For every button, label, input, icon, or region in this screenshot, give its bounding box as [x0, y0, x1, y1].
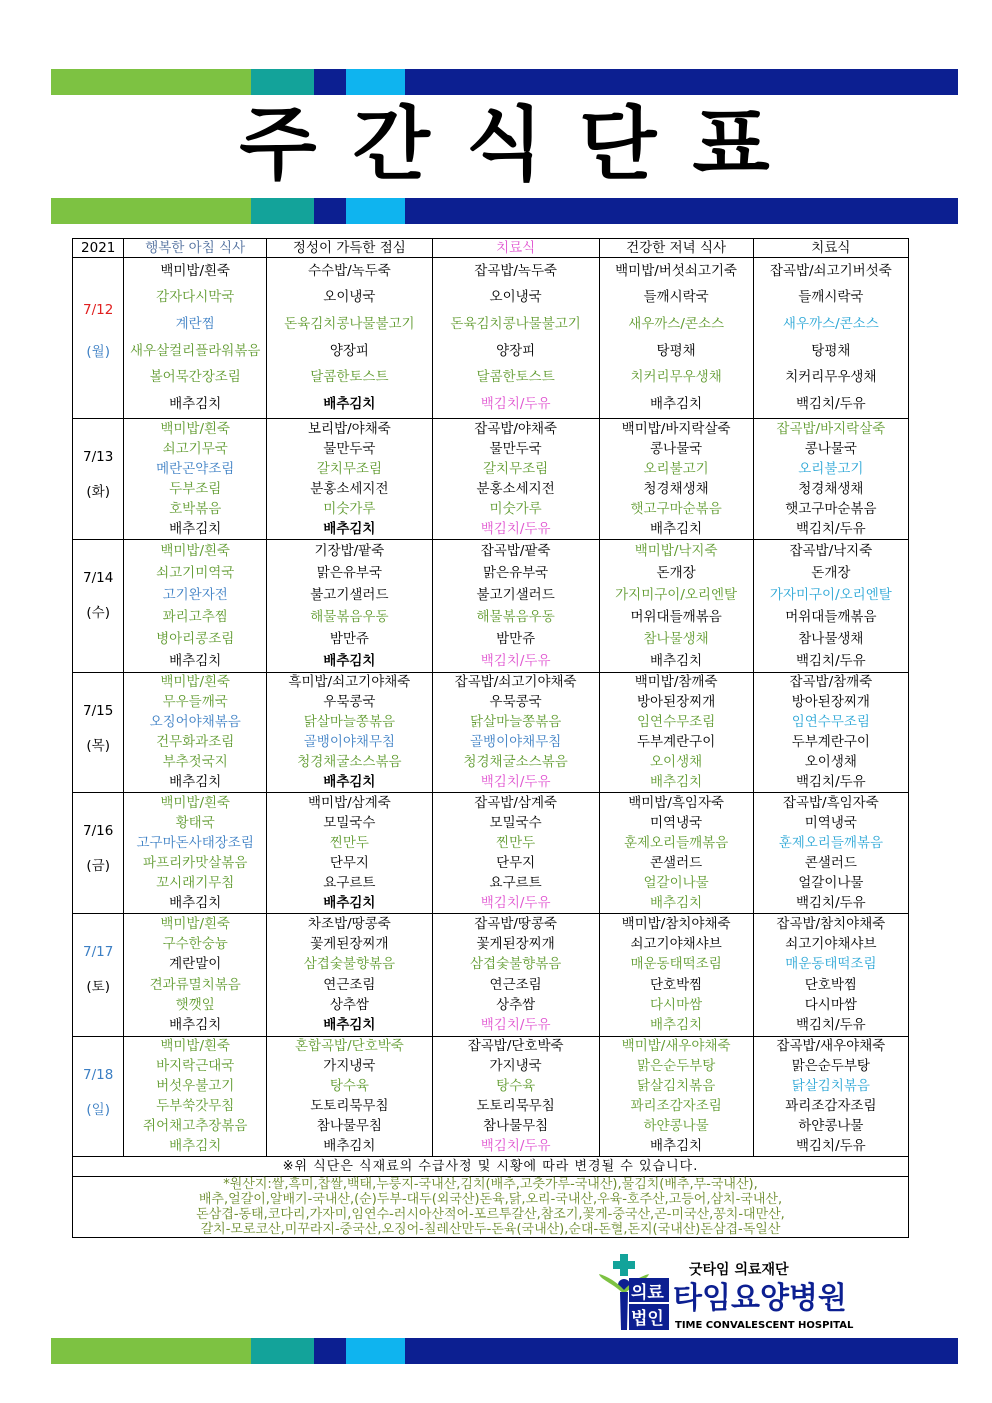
menu-item: 찐만두	[329, 834, 369, 851]
menu-item: 백미밥/참깨죽	[634, 674, 718, 691]
menu-item: 해물볶음우동	[310, 608, 389, 625]
menu-item: 단무지	[496, 854, 536, 871]
menu-item: 탕수육	[496, 1078, 536, 1095]
menu-item: 들깨시락국	[643, 289, 709, 306]
menu-item: 콘샐러드	[650, 854, 703, 871]
menu-item: 백김치/두유	[795, 1017, 866, 1034]
menu-item: 잡곡밥/쇠고기버섯죽	[769, 262, 892, 279]
menu-item: 백김치/두유	[480, 396, 551, 413]
day-weekday: (일)	[86, 1102, 110, 1118]
day-date: 7/17	[83, 944, 114, 960]
menu-item: 배추김치	[169, 1137, 222, 1154]
menu-item: 배추김치	[169, 652, 222, 669]
menu-item: 매운동태떡조림	[630, 956, 722, 973]
meal-cell	[599, 540, 753, 673]
menu-item: 요구르트	[489, 874, 542, 891]
menu-item: 연근조림	[323, 976, 376, 993]
menu-item: 구수한숭늉	[162, 935, 228, 952]
menu-item: 머위대들깨볶음	[785, 608, 877, 625]
meal-cell	[599, 419, 753, 540]
menu-item: 병아리콩조림	[156, 630, 235, 647]
logo-hospital-name: 타임요양병원	[673, 1281, 847, 1316]
menu-item: 미역냉국	[650, 814, 703, 831]
menu-item: 참나물무침	[316, 1117, 382, 1134]
notice-text: ※위 식단은 식재료의 수급사정 및 시황에 따라 변경될 수 있습니다.	[73, 1157, 909, 1177]
menu-item: 견과류멸치볶음	[149, 976, 241, 993]
menu-item: 치커리무우생채	[630, 369, 722, 386]
menu-item: 닭살마늘쫑볶음	[469, 714, 562, 731]
meal-cell	[267, 258, 433, 419]
menu-item: 감자다시막국	[156, 289, 235, 306]
menu-item: 들깨시락국	[798, 289, 864, 306]
menu-item: 미역냉국	[804, 814, 857, 831]
col-header-dinner: 건강한 저녁 식사	[599, 239, 753, 258]
menu-item: 청경채굴소스볶음	[297, 753, 402, 770]
menu-item: 하얀콩나물	[643, 1117, 709, 1134]
menu-item: 햇고구마순볶음	[630, 500, 722, 517]
menu-item: 하얀콩나물	[798, 1117, 864, 1134]
meal-cell	[753, 914, 908, 1037]
origin-line: *원산지:쌀,흑미,찹쌀,백태,누룽지-국내산,김치(배추,고춧가루-국내산),물김치(배추,무-국내산),	[223, 1177, 758, 1192]
day-row	[73, 258, 909, 419]
menu-item: 물만두국	[489, 440, 542, 457]
menu-item: 오이냉국	[323, 289, 376, 306]
menu-item: 오징어야채볶음	[149, 714, 241, 731]
menu-item: 가지냉국	[489, 1058, 542, 1075]
day-weekday: (토)	[86, 979, 110, 995]
menu-item: 새우살컬리플라워볶음	[130, 342, 261, 359]
menu-item: 백미밥/바지락살죽	[621, 420, 731, 437]
menu-item: 머위대들깨볶음	[630, 608, 722, 625]
menu-item: 백김치/두유	[480, 652, 551, 669]
menu-item: 배추김치	[650, 520, 703, 537]
menu-item: 배추김치	[650, 773, 703, 790]
menu-item: 도토리묵무침	[476, 1097, 555, 1114]
menu-item: 기장밥/팥죽	[314, 542, 385, 559]
meal-cell	[753, 419, 908, 540]
menu-item: 매운동태떡조림	[785, 956, 877, 973]
day-cell	[73, 419, 124, 540]
menu-item: 콩나물국	[804, 440, 857, 457]
day-row	[73, 793, 909, 914]
menu-item: 참나물무침	[483, 1117, 549, 1134]
menu-item: 골뱅이야채무침	[303, 733, 396, 750]
menu-item: 배추김치	[169, 520, 222, 537]
menu-item: 두부계란구이	[636, 733, 716, 750]
menu-item: 고구마돈사태장조림	[136, 834, 254, 851]
menu-item: 오이생채	[650, 753, 703, 770]
menu-item: 쥐어채고추장볶음	[143, 1117, 248, 1134]
menu-item: 잡곡밥/녹두죽	[474, 262, 558, 279]
menu-item: 백미밥/흰죽	[160, 420, 231, 437]
origin-row	[73, 1177, 909, 1238]
menu-item: 불고기샐러드	[476, 586, 555, 603]
menu-item: 양장피	[329, 342, 369, 359]
day-cell	[73, 1037, 124, 1157]
logo-category-top: 의료	[631, 1283, 664, 1303]
menu-item: 두부계란구이	[791, 733, 870, 750]
hospital-logo	[597, 1252, 937, 1332]
menu-item: 메란곤약조림	[156, 460, 235, 477]
menu-item: 돈개장	[656, 564, 696, 581]
meal-cell	[267, 419, 433, 540]
day-date: 7/15	[83, 703, 114, 719]
menu-item: 백미밥/새우야채죽	[621, 1038, 731, 1055]
menu-item: 닭살마늘쫑볶음	[303, 714, 396, 731]
menu-item: 달콤한토스트	[310, 369, 389, 386]
menu-item: 잡곡밥/야채죽	[474, 420, 558, 437]
menu-item: 탕평채	[656, 342, 696, 359]
menu-item: 백김치/두유	[480, 894, 551, 911]
meal-cell	[599, 793, 753, 914]
menu-item: 배추김치	[169, 894, 222, 911]
day-cell	[73, 540, 124, 673]
menu-item: 잡곡밥/팥죽	[480, 542, 551, 559]
menu-item: 백미밥/흑임자죽	[628, 794, 725, 811]
day-row	[73, 673, 909, 793]
day-row	[73, 540, 909, 673]
menu-item: 쇠고기야채샤브	[630, 935, 722, 952]
meal-cell	[267, 540, 433, 673]
menu-item: 백미밥/흰죽	[160, 794, 231, 811]
menu-item: 돈육김치콩나물불고기	[450, 316, 581, 333]
menu-item: 오리불고기	[643, 460, 709, 477]
meal-cell	[124, 419, 267, 540]
menu-item: 해물볶음우동	[476, 608, 555, 625]
menu-item: 참나물생채	[798, 630, 864, 647]
menu-item: 모밀국수	[489, 814, 542, 831]
menu-item: 얼갈이나물	[643, 874, 709, 891]
menu-item: 보리밥/야채죽	[307, 420, 391, 437]
menu-item: 청경채굴소스볶음	[463, 753, 568, 770]
menu-item: 닭살김치볶음	[791, 1078, 870, 1095]
menu-item: 훈제오리들깨볶음	[623, 834, 729, 851]
menu-item: 백김치/두유	[795, 520, 866, 537]
menu-item: 밤만쥬	[496, 630, 536, 647]
menu-item: 삼겹숯불향볶음	[469, 956, 562, 973]
logo-category-bottom: 법인	[631, 1309, 664, 1329]
menu-item: 배추김치	[323, 652, 376, 669]
menu-item: 백미밥/낙지죽	[634, 542, 718, 559]
menu-item: 분홍소세지전	[310, 480, 389, 497]
menu-item: 미숫가루	[489, 500, 542, 517]
day-weekday: (화)	[86, 484, 110, 500]
menu-item: 달콤한토스트	[476, 369, 555, 386]
menu-item: 백김치/두유	[480, 520, 551, 537]
menu-item: 방아된장찌개	[791, 694, 870, 711]
day-cell	[73, 673, 124, 793]
day-row	[73, 419, 909, 540]
menu-item: 가자미구이/오리엔탈	[769, 586, 892, 603]
menu-item: 배추김치	[650, 894, 703, 911]
menu-item: 두부쑥갓무침	[156, 1097, 235, 1114]
menu-item: 잡곡밥/쇠고기야채죽	[454, 674, 577, 691]
menu-item: 치커리무우생채	[785, 369, 877, 386]
meal-cell	[432, 419, 599, 540]
menu-item: 두부조림	[169, 480, 222, 497]
menu-item: 오리불고기	[798, 460, 864, 477]
meal-cell	[267, 673, 433, 793]
menu-item: 물만두국	[323, 440, 376, 457]
col-header-breakfast: 행복한 아침 식사	[124, 239, 267, 258]
day-row	[73, 914, 909, 1037]
day-weekday: (금)	[86, 858, 110, 874]
menu-item: 꽈리고추찜	[162, 608, 228, 625]
menu-item: 다시마쌈	[804, 996, 857, 1013]
menu-item: 콘샐러드	[804, 854, 857, 871]
meal-cell	[432, 914, 599, 1037]
menu-item: 쇠고기야채샤브	[785, 935, 877, 952]
col-header-lunch: 정성이 가득한 점심	[267, 239, 433, 258]
menu-item: 갈치무조림	[316, 460, 382, 477]
menu-item: 훈제오리들깨볶음	[778, 834, 884, 851]
menu-item: 백미밥/흰죽	[160, 1038, 231, 1055]
meal-cell	[599, 673, 753, 793]
menu-item: 우묵콩국	[323, 694, 376, 711]
day-row	[73, 1037, 909, 1157]
menu-item: 잡곡밥/흑임자죽	[782, 794, 879, 811]
col-header-lunch-therapy: 치료식	[432, 239, 599, 258]
menu-item: 배추김치	[323, 520, 376, 537]
menu-item: 골뱅이야채무침	[469, 733, 562, 750]
menu-item: 청경채생채	[798, 480, 864, 497]
menu-item: 잡곡밥/삼계죽	[474, 794, 558, 811]
menu-item: 양장피	[496, 342, 536, 359]
menu-item: 백김치/두유	[480, 773, 551, 790]
menu-item: 햇깻잎	[175, 996, 215, 1013]
menu-item: 백김치/두유	[795, 894, 866, 911]
menu-item: 참나물생채	[643, 630, 709, 647]
menu-item: 쇠고기무국	[162, 440, 228, 457]
menu-item: 새우까스/콘소스	[782, 316, 879, 333]
menu-item: 백김치/두유	[795, 396, 866, 413]
menu-item: 배추김치	[323, 773, 376, 790]
menu-item: 잡곡밥/참깨죽	[789, 674, 873, 691]
menu-item: 임연수무조림	[636, 714, 716, 731]
menu-item: 삼겹숯불향볶음	[303, 956, 396, 973]
menu-item: 흑미밥/쇠고기야채죽	[288, 674, 411, 691]
menu-item: 백미밥/버섯쇠고기죽	[615, 262, 738, 279]
menu-item: 맑은순두부탕	[791, 1058, 870, 1075]
weekly-menu-table	[72, 238, 909, 1238]
day-date: 7/18	[83, 1067, 114, 1083]
menu-item: 콩나물국	[650, 440, 703, 457]
origin-line: 돈삼겹-동태,코다리,가자미,임연수-러시아산적어-포르투갈산,참조기,꽃게-중국산,곤-미국산,꽁치-대만산,	[196, 1207, 785, 1222]
meal-cell	[124, 793, 267, 914]
menu-item: 상추쌈	[496, 996, 536, 1013]
menu-item: 꽈리조감자조림	[785, 1097, 877, 1114]
menu-item: 백미밥/흰죽	[160, 915, 231, 932]
menu-item: 바지락근대국	[156, 1058, 235, 1075]
day-cell	[73, 258, 124, 419]
menu-item: 백미밥/흰죽	[160, 542, 231, 559]
menu-item: 탕수육	[329, 1078, 369, 1095]
bottom-color-bar	[51, 1338, 958, 1364]
menu-item: 갈치무조림	[483, 460, 549, 477]
menu-item: 맑은순두부탕	[636, 1058, 716, 1075]
menu-item: 찐만두	[496, 834, 536, 851]
menu-item: 배추김치	[323, 396, 376, 413]
meal-cell	[753, 673, 908, 793]
menu-item: 쇠고기미역국	[156, 564, 235, 581]
menu-item: 황태국	[175, 814, 215, 831]
menu-item: 배추김치	[650, 1137, 703, 1154]
menu-item: 밤만쥬	[329, 630, 369, 647]
menu-item: 백김치/두유	[795, 1137, 866, 1154]
menu-item: 우묵콩국	[489, 694, 542, 711]
meal-cell	[267, 914, 433, 1037]
menu-item: 잡곡밥/참치야채죽	[776, 915, 886, 932]
menu-item: 탕평채	[811, 342, 851, 359]
menu-item: 맑은유부국	[316, 564, 382, 581]
meal-cell	[753, 1037, 908, 1157]
title-underline-bar	[51, 198, 958, 224]
menu-item: 꽃게된장찌개	[476, 935, 555, 952]
meal-cell	[599, 258, 753, 419]
menu-item: 부추젓국지	[162, 753, 228, 770]
day-cell	[73, 914, 124, 1037]
top-color-bar	[51, 69, 958, 95]
meal-cell	[599, 1037, 753, 1157]
menu-item: 배추김치	[169, 773, 222, 790]
day-date: 7/16	[83, 823, 114, 839]
menu-item: 백미밥/삼계죽	[307, 794, 391, 811]
day-date: 7/13	[83, 449, 114, 465]
menu-item: 배추김치	[323, 894, 376, 911]
menu-item: 백김치/두유	[795, 773, 866, 790]
logo-english-name: TIME CONVALESCENT HOSPITAL	[675, 1320, 854, 1331]
page-title: 주간식단표	[239, 98, 806, 191]
meal-cell	[124, 540, 267, 673]
meal-cell	[432, 540, 599, 673]
meal-cell	[599, 914, 753, 1037]
day-weekday: (월)	[86, 344, 110, 360]
menu-item: 계란말이	[169, 956, 222, 973]
menu-item: 계란찜	[175, 316, 215, 333]
menu-item: 분홍소세지전	[476, 480, 555, 497]
menu-item: 오이냉국	[489, 289, 542, 306]
logo-foundation: 굿타임 의료재단	[689, 1262, 789, 1278]
menu-item: 오이생채	[804, 753, 857, 770]
day-cell	[73, 793, 124, 914]
menu-item: 고기완자전	[162, 586, 228, 603]
meal-cell	[753, 793, 908, 914]
menu-item: 도토리묵무침	[310, 1097, 389, 1114]
meal-cell	[124, 1037, 267, 1157]
meal-cell	[753, 540, 908, 673]
menu-item: 수수밥/녹두죽	[307, 262, 391, 279]
menu-item: 돈개장	[811, 564, 851, 581]
meal-cell	[124, 258, 267, 419]
day-weekday: (목)	[86, 738, 110, 754]
menu-item: 백미밥/흰죽	[160, 262, 231, 279]
notice-row	[73, 1157, 909, 1177]
menu-item: 잡곡밥/낙지죽	[789, 542, 873, 559]
menu-item: 닭살김치볶음	[636, 1078, 716, 1095]
meal-cell	[124, 914, 267, 1037]
menu-item: 꼬시래기무침	[156, 874, 235, 891]
menu-item: 백김치/두유	[480, 1017, 551, 1034]
meal-cell	[753, 258, 908, 419]
menu-item: 연근조림	[489, 976, 542, 993]
menu-item: 꽈리조감자조림	[630, 1097, 722, 1114]
menu-item: 잡곡밥/땅콩죽	[474, 915, 558, 932]
menu-item: 상추쌈	[329, 996, 369, 1013]
menu-item: 새우까스/콘소스	[628, 316, 725, 333]
menu-item: 맑은유부국	[483, 564, 549, 581]
origin-line: 갈치-모로코산,미꾸라지-중국산,오징어-칠레산만두-돈육(국내산),순대-돈혈,돈지(국내산)돈삼겹-독일산	[200, 1222, 781, 1237]
meal-cell	[267, 1037, 433, 1157]
year-header: 2021	[73, 239, 124, 258]
menu-item: 백김치/두유	[480, 1137, 551, 1154]
menu-item: 배추김치	[169, 1017, 222, 1034]
menu-item: 잡곡밥/새우야채죽	[776, 1038, 886, 1055]
menu-item: 요구르트	[323, 874, 376, 891]
menu-item: 잡곡밥/바지락살죽	[776, 420, 886, 437]
menu-item: 청경채생채	[643, 480, 709, 497]
meal-cell	[432, 673, 599, 793]
menu-item: 무우들깨국	[162, 694, 228, 711]
menu-item: 얼갈이나물	[798, 874, 864, 891]
menu-item: 건무화과조림	[156, 733, 235, 750]
origin-info	[73, 1177, 909, 1238]
menu-item: 호박볶음	[169, 500, 222, 517]
menu-item: 혼합곡밥/단호박죽	[294, 1038, 404, 1055]
menu-item: 가지미구이/오리엔탈	[615, 586, 738, 603]
menu-item: 차조밥/땅콩죽	[307, 915, 391, 932]
meal-cell	[432, 793, 599, 914]
menu-item: 백미밥/흰죽	[160, 674, 231, 691]
menu-item: 단무지	[329, 854, 369, 871]
menu-item: 백미밥/참치야채죽	[621, 915, 731, 932]
menu-item: 불고기샐러드	[310, 586, 389, 603]
menu-item: 돈육김치콩나물불고기	[284, 316, 415, 333]
header-row	[73, 239, 909, 258]
menu-item: 햇고구마순볶음	[785, 500, 877, 517]
menu-item: 배추김치	[650, 652, 703, 669]
menu-item: 방아된장찌개	[636, 694, 716, 711]
col-header-dinner-therapy: 치료식	[753, 239, 908, 258]
menu-item: 단호박찜	[804, 976, 857, 993]
meal-cell	[267, 793, 433, 914]
menu-item: 꽃게된장찌개	[310, 935, 389, 952]
origin-line: 배추,얼갈이,알배기-국내산,(순)두부-대두(외국산)돈육,닭,오리-국내산,우육-호주산,고등어,삼치-국내산,	[198, 1192, 783, 1207]
day-date: 7/12	[83, 302, 114, 318]
meal-cell	[432, 1037, 599, 1157]
menu-item: 임연수무조림	[791, 714, 870, 731]
menu-item: 배추김치	[650, 1017, 703, 1034]
menu-item: 가지냉국	[323, 1058, 376, 1075]
menu-item: 배추김치	[323, 1017, 376, 1034]
menu-item: 파프리카맛살볶음	[143, 854, 248, 871]
meal-cell	[432, 258, 599, 419]
menu-item: 단호박찜	[650, 976, 703, 993]
menu-item: 배추김치	[323, 1137, 376, 1154]
menu-item: 버섯우불고기	[156, 1078, 235, 1095]
menu-item: 백김치/두유	[795, 652, 866, 669]
day-date: 7/14	[83, 570, 114, 586]
meal-cell	[124, 673, 267, 793]
menu-item: 배추김치	[650, 396, 703, 413]
menu-item: 미숫가루	[323, 500, 376, 517]
menu-item: 배추김치	[169, 396, 222, 413]
menu-item: 잡곡밥/단호박죽	[467, 1038, 564, 1055]
day-weekday: (수)	[86, 605, 110, 621]
menu-item: 다시마쌈	[650, 996, 703, 1013]
menu-item: 모밀국수	[323, 814, 376, 831]
menu-item: 볼어묵간장조림	[149, 369, 241, 386]
